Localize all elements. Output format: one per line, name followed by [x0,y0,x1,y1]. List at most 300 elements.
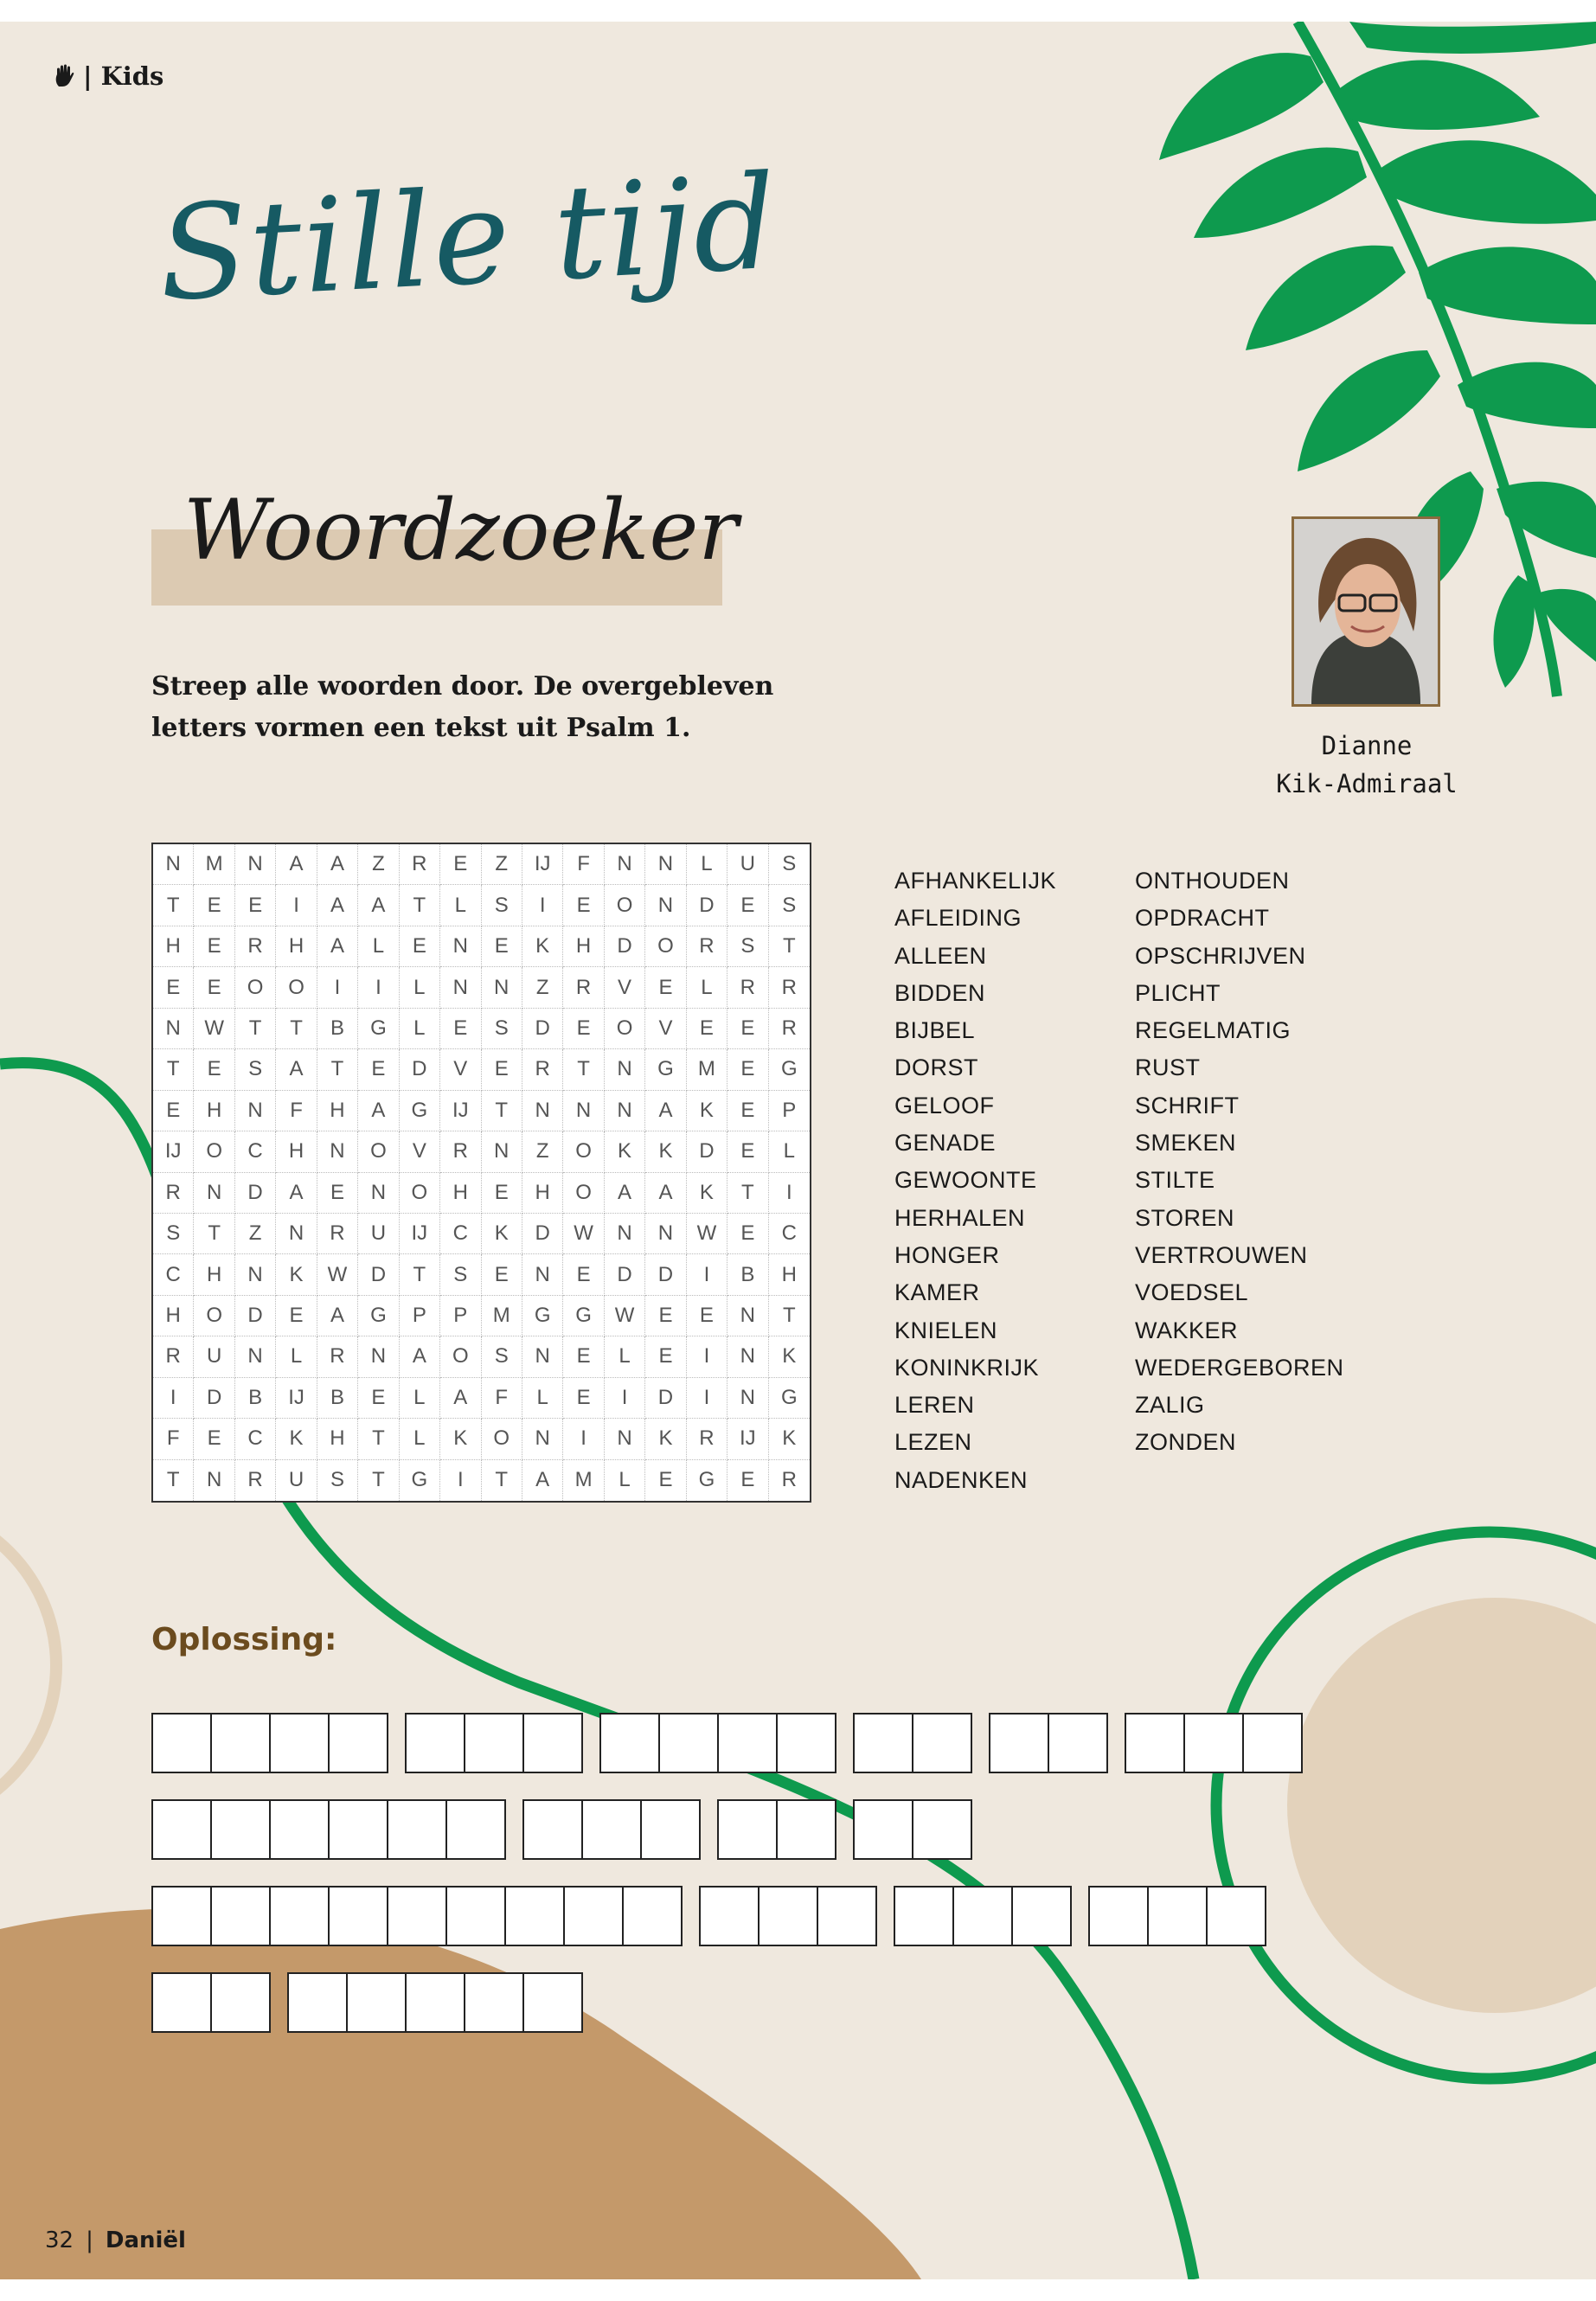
grid-cell: A [522,1460,563,1501]
grid-cell: D [400,1049,440,1090]
grid-cell: O [400,1173,440,1214]
letter-box[interactable] [599,1713,660,1773]
grid-cell: E [482,1049,522,1090]
word-list-item: HERHALEN [894,1204,1026,1231]
grid-cell: H [769,1254,810,1295]
grid-cell: D [605,1254,645,1295]
grid-cell: E [727,1460,768,1501]
grid-cell: Z [522,1131,563,1172]
grid-cell: R [317,1214,358,1254]
grid-cell: I [687,1254,727,1295]
grid-cell: L [440,885,481,926]
letter-box[interactable] [1011,1886,1072,1946]
grid-cell: I [358,967,399,1008]
footer-divider: | [86,2227,93,2253]
grid-cell: K [605,1131,645,1172]
word-list-item: ONTHOUDEN [1135,868,1290,894]
grid-cell: E [153,967,194,1008]
letter-box[interactable] [776,1799,836,1860]
grid-cell: N [605,844,645,885]
grid-cell: Z [235,1214,276,1254]
grid-cell: I [522,885,563,926]
grid-cell: T [235,1009,276,1049]
letter-box[interactable] [1088,1886,1149,1946]
letter-box[interactable] [894,1886,954,1946]
grid-cell: K [687,1173,727,1214]
grid-cell: N [153,844,194,885]
letter-box[interactable] [269,1799,330,1860]
word-list-column-1 [894,862,1056,1499]
word-list-item: GEWOONTE [894,1167,1037,1194]
grid-cell: H [276,926,317,967]
word-list-item: NADENKEN [894,1466,1029,1493]
grid-cell: T [358,1419,399,1459]
word-list-item: GENADE [894,1130,997,1157]
letter-box[interactable] [658,1713,719,1773]
grid-cell: P [769,1091,810,1131]
grid-cell: L [605,1460,645,1501]
letter-box[interactable] [210,1886,271,1946]
letter-box[interactable] [445,1886,506,1946]
grid-cell: H [194,1254,234,1295]
grid-cell: I [440,1460,481,1501]
letter-box[interactable] [717,1713,778,1773]
grid-cell: E [358,1378,399,1419]
grid-cell: I [687,1378,727,1419]
grid-cell: L [769,1131,810,1172]
letter-box[interactable] [853,1713,913,1773]
grid-cell: Z [522,967,563,1008]
grid-cell: I [153,1378,194,1419]
grid-cell: C [153,1254,194,1295]
grid-cell: N [235,844,276,885]
grid-cell: R [153,1336,194,1377]
grid-cell: C [440,1214,481,1254]
grid-cell: G [400,1091,440,1131]
grid-cell: V [400,1131,440,1172]
letter-box[interactable] [151,1799,212,1860]
grid-cell: K [769,1336,810,1377]
grid-cell: S [440,1254,481,1295]
grid-cell: D [687,1131,727,1172]
letter-box[interactable] [1183,1713,1244,1773]
grid-cell: A [358,1091,399,1131]
grid-cell: R [769,967,810,1008]
grid-cell: R [687,926,727,967]
grid-cell: W [687,1214,727,1254]
solution-word [151,1972,271,2033]
grid-cell: G [522,1296,563,1336]
word-list-item: PLICHT [1135,979,1221,1006]
letter-box[interactable] [1206,1886,1266,1946]
word-list-item: STOREN [1135,1204,1235,1231]
grid-cell: S [153,1214,194,1254]
grid-cell: E [645,967,686,1008]
grid-cell: E [563,1336,604,1377]
grid-cell: S [235,1049,276,1090]
grid-cell: N [440,967,481,1008]
grid-cell: T [400,1254,440,1295]
grid-cell: T [769,926,810,967]
letter-box[interactable] [151,1886,212,1946]
grid-cell: S [769,844,810,885]
letter-box[interactable] [328,1799,388,1860]
word-list-item: SMEKEN [1135,1130,1237,1157]
grid-cell: K [276,1419,317,1459]
grid-cell: N [194,1173,234,1214]
grid-cell: N [727,1296,768,1336]
grid-cell: G [358,1009,399,1049]
letter-box[interactable] [387,1886,447,1946]
letter-box[interactable] [989,1713,1049,1773]
hand-icon [54,64,74,88]
portrait-image [1294,519,1438,704]
grid-cell: B [317,1009,358,1049]
letter-box[interactable] [210,1799,271,1860]
grid-cell: S [769,885,810,926]
grid-cell: D [645,1254,686,1295]
letter-box[interactable] [622,1886,683,1946]
grid-cell: H [317,1419,358,1459]
grid-cell: E [235,885,276,926]
letter-box[interactable] [717,1799,778,1860]
letter-box[interactable] [269,1713,330,1773]
word-list-item: AFLEIDING [894,905,1022,932]
word-list-item: SCHRIFT [1135,1092,1240,1118]
word-list-item: HONGER [894,1241,1000,1268]
grid-cell: A [276,1049,317,1090]
grid-cell: T [769,1296,810,1336]
grid-cell: R [563,967,604,1008]
solution-label: Oplossing: [151,1622,337,1657]
grid-cell: Z [358,844,399,885]
letter-box[interactable] [1048,1713,1108,1773]
grid-cell: D [687,885,727,926]
letter-box[interactable] [346,1972,407,2033]
grid-cell: N [522,1336,563,1377]
word-list-item: LEZEN [894,1429,972,1456]
grid-cell: C [235,1131,276,1172]
grid-cell: A [317,926,358,967]
grid-cell: G [769,1049,810,1090]
grid-cell: R [522,1049,563,1090]
grid-cell: R [769,1009,810,1049]
grid-cell: D [522,1009,563,1049]
grid-cell: R [153,1173,194,1214]
grid-cell: N [440,926,481,967]
word-list-item: KAMER [894,1279,980,1306]
grid-cell: N [317,1131,358,1172]
letter-box[interactable] [952,1886,1013,1946]
grid-cell: A [440,1378,481,1419]
grid-cell: H [153,926,194,967]
grid-cell: T [400,885,440,926]
letter-box[interactable] [464,1972,524,2033]
letter-box[interactable] [504,1886,565,1946]
letter-box[interactable] [640,1799,701,1860]
grid-cell: E [194,885,234,926]
grid-cell: I [605,1378,645,1419]
solution-word [522,1799,701,1860]
section-label: Kids [100,61,164,91]
grid-cell: G [358,1296,399,1336]
grid-cell: S [482,1336,522,1377]
grid-cell: T [563,1049,604,1090]
grid-cell: N [727,1378,768,1419]
grid-cell: R [235,926,276,967]
grid-cell: S [317,1460,358,1501]
solution-word [1125,1713,1303,1773]
letter-box[interactable] [1242,1713,1303,1773]
word-list-item: AFHANKELIJK [894,868,1057,894]
grid-cell: D [645,1378,686,1419]
letter-box[interactable] [817,1886,877,1946]
grid-cell: S [482,1009,522,1049]
grid-cell: N [727,1336,768,1377]
grid-cell: T [358,1460,399,1501]
grid-cell: H [522,1173,563,1214]
letter-box[interactable] [853,1799,913,1860]
grid-cell: E [727,1049,768,1090]
word-list-item: ALLEEN [894,942,987,969]
word-list-item: BIJBEL [894,1017,976,1044]
grid-cell: I [563,1419,604,1459]
grid-cell: G [563,1296,604,1336]
letter-box[interactable] [581,1799,642,1860]
solution-row [151,1886,1266,1946]
solution-row [151,1713,1303,1773]
grid-cell: N [482,1131,522,1172]
grid-cell: M [687,1049,727,1090]
solution-row [151,1972,583,2033]
grid-cell: N [358,1173,399,1214]
grid-cell: L [605,1336,645,1377]
letter-box[interactable] [1125,1713,1185,1773]
grid-cell: M [194,844,234,885]
letter-box[interactable] [776,1713,836,1773]
grid-cell: H [317,1091,358,1131]
letter-box[interactable] [912,1713,972,1773]
grid-cell: I [687,1336,727,1377]
letter-box[interactable] [328,1886,388,1946]
word-list-item: BIDDEN [894,979,986,1006]
grid-cell: R [687,1419,727,1459]
solution-word [287,1972,583,2033]
letter-box[interactable] [563,1886,624,1946]
word-list-item: STILTE [1135,1167,1215,1194]
letter-box[interactable] [405,1713,465,1773]
letter-box[interactable] [758,1886,818,1946]
grid-cell: V [605,967,645,1008]
grid-cell: O [194,1296,234,1336]
grid-cell: IJ [440,1091,481,1131]
grid-cell: L [687,844,727,885]
grid-cell: IJ [727,1419,768,1459]
grid-cell: K [440,1419,481,1459]
grid-cell: O [358,1131,399,1172]
grid-cell: D [194,1378,234,1419]
grid-cell: E [482,1173,522,1214]
grid-cell: L [522,1378,563,1419]
grid-cell: T [153,1049,194,1090]
grid-cell: E [645,1336,686,1377]
grid-cell: B [317,1378,358,1419]
letter-box[interactable] [405,1972,465,2033]
grid-cell: D [605,926,645,967]
grid-cell: A [317,1296,358,1336]
beige-circle [1287,1598,1596,2013]
letter-box[interactable] [522,1713,583,1773]
grid-cell: S [482,885,522,926]
grid-cell: B [235,1378,276,1419]
grid-cell: E [563,885,604,926]
word-list-item: VERTROUWEN [1135,1241,1308,1268]
author-name [1259,727,1475,803]
word-list-item: GELOOF [894,1092,995,1118]
letter-box[interactable] [522,1799,583,1860]
grid-cell: K [522,926,563,967]
grid-cell: N [358,1336,399,1377]
word-list-item: VOEDSEL [1135,1279,1249,1306]
grid-cell: D [358,1254,399,1295]
grid-cell: E [482,1254,522,1295]
grid-cell: E [440,844,481,885]
grid-cell: E [400,926,440,967]
grid-cell: E [727,1131,768,1172]
letter-box[interactable] [210,1713,271,1773]
grid-cell: H [440,1173,481,1214]
grid-cell: E [687,1009,727,1049]
solution-word [151,1799,506,1860]
grid-cell: R [727,967,768,1008]
grid-cell: W [605,1296,645,1336]
solution-word [599,1713,836,1773]
grid-cell: E [645,1460,686,1501]
grid-cell: A [400,1336,440,1377]
letter-box[interactable] [387,1799,447,1860]
letter-box[interactable] [328,1713,388,1773]
grid-cell: O [605,1009,645,1049]
grid-cell: T [482,1091,522,1131]
grid-cell: N [235,1254,276,1295]
solution-word [1088,1886,1266,1946]
instruction-text: Streep alle woorden door. De overgebleven letters vormen een tekst uit Psalm 1. [151,671,774,743]
grid-cell: K [276,1254,317,1295]
grid-cell: T [276,1009,317,1049]
author-first-name: Dianne [1321,731,1413,760]
grid-cell: L [276,1336,317,1377]
grid-cell: E [194,1049,234,1090]
grid-cell: D [235,1296,276,1336]
grid-cell: O [235,967,276,1008]
grid-cell: A [605,1173,645,1214]
grid-cell: G [687,1460,727,1501]
header-divider: | [83,61,93,91]
grid-cell: N [605,1049,645,1090]
puzzle-title: Woordzoeker [183,482,739,579]
grid-cell: U [358,1214,399,1254]
letter-box[interactable] [522,1972,583,2033]
solution-row [151,1799,972,1860]
grid-cell: T [727,1173,768,1214]
grid-cell: T [317,1049,358,1090]
letter-box[interactable] [445,1799,506,1860]
solution-word [853,1799,972,1860]
grid-cell: K [645,1419,686,1459]
author-photo [1292,516,1440,707]
grid-cell: O [440,1336,481,1377]
letter-box[interactable] [269,1886,330,1946]
grid-cell: A [358,885,399,926]
letter-box[interactable] [287,1972,348,2033]
grid-cell: K [645,1131,686,1172]
grid-cell: R [235,1460,276,1501]
grid-cell: F [563,844,604,885]
grid-cell: Z [482,844,522,885]
grid-cell: O [482,1419,522,1459]
grid-cell: M [563,1460,604,1501]
grid-cell: E [153,1091,194,1131]
solution-word [717,1799,836,1860]
letter-box[interactable] [210,1972,271,2033]
grid-cell: F [153,1419,194,1459]
grid-cell: N [153,1009,194,1049]
grid-cell: D [235,1173,276,1214]
grid-cell: C [235,1419,276,1459]
page-footer [45,2227,186,2253]
grid-cell: IJ [153,1131,194,1172]
grid-cell: N [645,885,686,926]
tan-blob [0,1908,921,2279]
grid-cell: L [400,1009,440,1049]
grid-cell: U [276,1460,317,1501]
grid-cell: R [781,1468,797,1492]
grid-cell: IJ [522,844,563,885]
grid-cell: N [645,844,686,885]
grid-cell: H [194,1091,234,1131]
grid-cell: N [522,1091,563,1131]
magazine-name: Daniël [105,2227,186,2253]
letter-box[interactable] [464,1713,524,1773]
grid-cell: A [645,1173,686,1214]
grid-cell: E [563,1009,604,1049]
grid-cell: H [276,1131,317,1172]
letter-box[interactable] [151,1972,212,2033]
beige-ring [0,1505,56,1825]
grid-cell: C [769,1214,810,1254]
word-list-item: LEREN [894,1392,975,1419]
letter-box[interactable] [151,1713,212,1773]
grid-cell: A [317,885,358,926]
grid-cell: N [235,1091,276,1131]
grid-cell: D [522,1214,563,1254]
grid-cell: IJ [276,1378,317,1419]
word-list-item: WAKKER [1135,1317,1239,1343]
grid-cell: A [276,1173,317,1214]
magazine-page [0,22,1596,2279]
letter-box[interactable] [912,1799,972,1860]
grid-cell: G [400,1460,440,1501]
solution-word [151,1886,683,1946]
word-list-item: KNIELEN [894,1317,998,1343]
solution-word [699,1886,877,1946]
grid-cell: R [440,1131,481,1172]
letter-box[interactable] [699,1886,760,1946]
grid-cell: W [317,1254,358,1295]
grid-cell: E [482,926,522,967]
grid-cell: O [563,1131,604,1172]
letter-box[interactable] [1147,1886,1208,1946]
